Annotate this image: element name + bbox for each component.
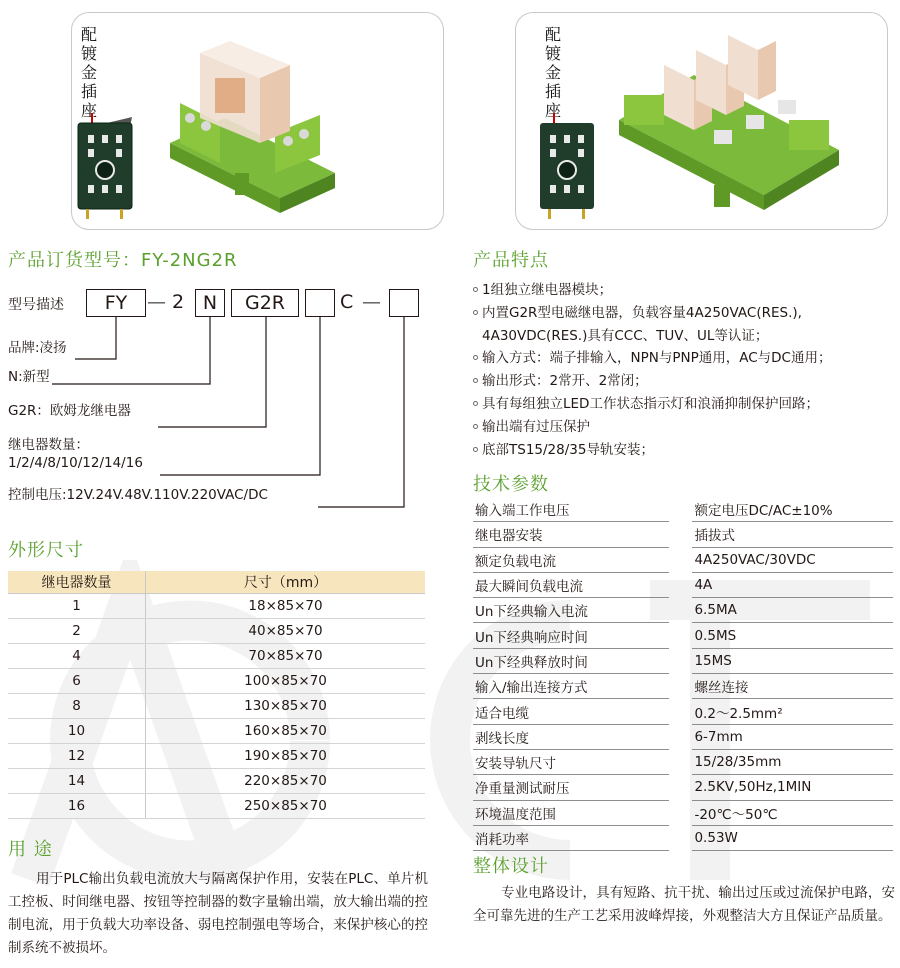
feature-item: 输出端有过压保护	[473, 416, 893, 439]
spec-key: 适合电缆	[473, 699, 669, 724]
n-desc: N:新型	[8, 369, 50, 385]
cell-size: 70×85×70	[146, 644, 426, 669]
code-box-count	[305, 289, 335, 317]
brand-desc: 品牌:凌扬	[8, 340, 67, 356]
bullet-icon	[473, 287, 478, 292]
code-dash: —	[362, 291, 381, 313]
design-heading: 整体设计	[473, 856, 549, 877]
gold-socket-image	[72, 113, 142, 223]
table-header-row	[8, 571, 425, 594]
tech-heading: 技术参数	[473, 474, 549, 495]
feature-item: 输出形式：2常开、2常闭；	[473, 370, 893, 393]
feature-item: 内置G2R型电磁继电器，负载容量4A250VAC(RES.),	[473, 302, 893, 325]
spec-key: Un下经典输入电流	[473, 598, 669, 623]
dimensions-table	[8, 571, 425, 819]
relay-module-multi-image	[614, 35, 844, 225]
spec-value: 0.53W	[692, 825, 893, 850]
table-row	[473, 724, 893, 749]
spec-key: 剥线长度	[473, 724, 669, 749]
table-row	[473, 825, 893, 850]
table-row	[8, 619, 425, 644]
table-row	[473, 497, 893, 522]
code-text-c: C	[340, 291, 354, 313]
bullet-icon	[473, 310, 478, 315]
spec-key: 最大瞬间负载电流	[473, 572, 669, 597]
relay-count-values: 1/2/4/8/10/12/14/16	[8, 455, 143, 471]
cell-count: 4	[8, 644, 146, 669]
table-row	[473, 749, 893, 774]
cell-size: 220×85×70	[146, 769, 426, 794]
spec-value: 6-7mm	[692, 724, 893, 749]
cell-count: 12	[8, 744, 146, 769]
cell-count: 8	[8, 694, 146, 719]
cell-size: 250×85×70	[146, 794, 426, 819]
code-box-fy: FY	[86, 289, 146, 317]
cell-size: 18×85×70	[146, 594, 426, 619]
spec-value: 插拔式	[692, 522, 893, 547]
spec-value: 0.2～2.5mm²	[692, 699, 893, 724]
col-relay-count: 继电器数量	[8, 571, 146, 594]
table-row	[8, 694, 425, 719]
spec-key: 继电器安装	[473, 522, 669, 547]
spec-key: 额定负载电流	[473, 547, 669, 572]
relay-count-label: 继电器数量：	[8, 437, 89, 453]
cell-size: 190×85×70	[146, 744, 426, 769]
table-row	[8, 744, 425, 769]
cell-count: 1	[8, 594, 146, 619]
spec-value: 6.5MA	[692, 598, 893, 623]
spec-value: 螺丝连接	[692, 674, 893, 699]
spec-value: -20℃～50℃	[692, 800, 893, 825]
g2r-desc: G2R：欧姆龙继电器	[8, 403, 131, 419]
cell-size: 100×85×70	[146, 669, 426, 694]
table-row	[8, 594, 425, 619]
col-size: 尺寸（mm）	[146, 571, 426, 594]
spec-value: 0.5MS	[692, 623, 893, 648]
table-row	[473, 775, 893, 800]
spec-value: 2.5KV,50Hz,1MIN	[692, 775, 893, 800]
bullet-icon	[473, 378, 478, 383]
cell-count: 14	[8, 769, 146, 794]
feature-item: 4A30VDC(RES.)具有CCC、TUV、UL等认证；	[482, 327, 769, 344]
cell-size: 130×85×70	[146, 694, 426, 719]
code-text-2: 2	[172, 291, 185, 313]
spec-key: 消耗功率	[473, 825, 669, 850]
spec-value: 额定电压DC/AC±10%	[692, 497, 893, 522]
table-row	[473, 547, 893, 572]
code-box-n: N	[195, 289, 225, 317]
code-box-g2r: G2R	[231, 289, 299, 317]
code-box-voltage	[389, 289, 419, 317]
spec-key: 输入端工作电压	[473, 497, 669, 522]
table-row	[473, 572, 893, 597]
features-list	[473, 279, 893, 461]
cell-count: 2	[8, 619, 146, 644]
feature-item: 输入方式：端子排输入，NPN与PNP通用，AC与DC通用；	[473, 347, 893, 370]
relay-module-image	[160, 23, 350, 223]
design-text: 专业电路设计，具有短路、抗干扰、输出过压或过流保护电路，安全可靠先进的生产工艺采用波峰焊接，外观整洁大方且保证产品质量。	[473, 885, 895, 924]
spec-key: 净重量测试耐压	[473, 775, 669, 800]
tech-spec-table	[473, 497, 893, 851]
table-row	[473, 699, 893, 724]
features-heading: 产品特点	[473, 250, 549, 271]
code-dash: —	[147, 291, 166, 313]
spec-key: Un下经典释放时间	[473, 648, 669, 673]
spec-key: 安装导轨尺寸	[473, 749, 669, 774]
gold-socket-image	[534, 113, 604, 223]
table-row	[473, 522, 893, 547]
model-description-label: 型号描述	[8, 297, 64, 313]
spec-value: 4A250VAC/30VDC	[692, 547, 893, 572]
bullet-icon	[473, 355, 478, 360]
product-photo-single	[71, 12, 444, 230]
spec-value: 15MS	[692, 648, 893, 673]
table-row	[473, 800, 893, 825]
cell-size: 160×85×70	[146, 719, 426, 744]
bullet-icon	[473, 401, 478, 406]
usage-heading: 用 途	[8, 839, 53, 860]
order-model-heading: 产品订货型号：FY-2NG2R	[8, 250, 238, 271]
socket-label: 配镀金插座	[545, 25, 562, 120]
spec-value: 15/28/35mm	[692, 749, 893, 774]
table-row	[8, 719, 425, 744]
cell-count: 10	[8, 719, 146, 744]
cell-size: 40×85×70	[146, 619, 426, 644]
cell-count: 6	[8, 669, 146, 694]
product-photo-multi	[515, 12, 888, 230]
spec-key: Un下经典响应时间	[473, 623, 669, 648]
spec-value: 4A	[692, 572, 893, 597]
bullet-icon	[473, 424, 478, 429]
feature-item: 具有每组独立LED工作状态指示灯和浪涌抑制保护回路；	[473, 393, 893, 416]
bullet-icon	[473, 447, 478, 452]
table-row	[8, 769, 425, 794]
spec-key: 环境温度范围	[473, 800, 669, 825]
table-row	[473, 674, 893, 699]
feature-item: 底部TS15/28/35导轨安装；	[473, 439, 893, 462]
table-row	[8, 794, 425, 819]
usage-text: 用于PLC输出负载电流放大与隔离保护作用，安装在PLC、单片机工控板、时间继电器、按钮等控制器的数字量输出端，放大输出端的控制电流，用于负载大功率设备、弱电控制强电等场合，来保护核心的控制系统不被损坏。	[8, 871, 428, 956]
control-voltage-desc: 控制电压:12V.24V.48V.110V.220VAC/DC	[8, 487, 268, 503]
table-row	[473, 623, 893, 648]
socket-label: 配镀金插座	[81, 25, 98, 120]
spec-key: 输入/输出连接方式	[473, 674, 669, 699]
table-row	[473, 598, 893, 623]
table-row	[473, 648, 893, 673]
dimensions-heading: 外形尺寸	[8, 540, 84, 561]
table-row	[8, 644, 425, 669]
feature-item: 1组独立继电器模块；	[473, 279, 893, 302]
cell-count: 16	[8, 794, 146, 819]
table-row	[8, 669, 425, 694]
